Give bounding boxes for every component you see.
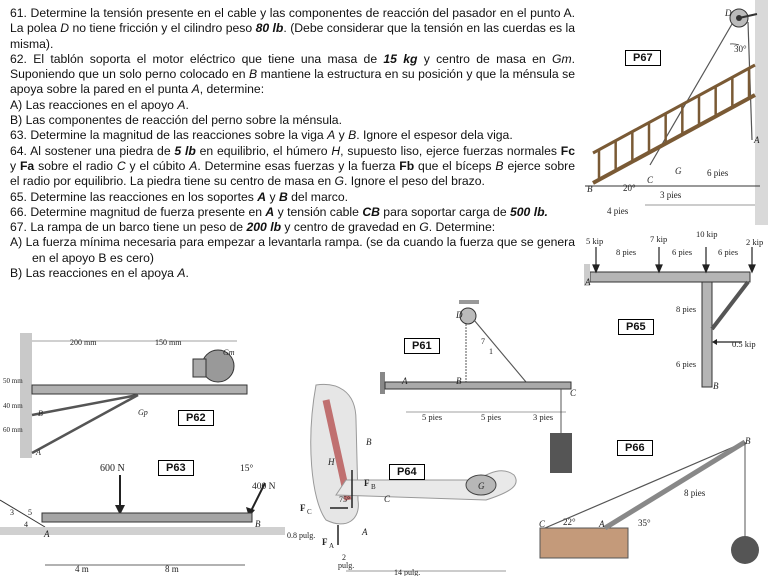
problem-text-segment: no tiene fricción y el cilindro peso (69, 21, 256, 36)
svg-text:G: G (675, 166, 682, 176)
svg-text:60 mm: 60 mm (3, 426, 23, 434)
problem-text-segment: 64. Al sostener una piedra de (10, 143, 175, 158)
problem-text-segment: A (257, 189, 267, 204)
dim-6-pies: 6 pies (707, 168, 729, 178)
problem-text-segment: y el cúbito (125, 158, 190, 173)
svg-text:H: H (328, 457, 335, 467)
problem-text-block (10, 6, 575, 281)
figure-p67 (585, 0, 768, 225)
svg-text:D: D (725, 8, 732, 18)
svg-text:7: 7 (481, 337, 485, 346)
svg-text:B: B (587, 184, 593, 194)
problem-text-segment: 5 lb (174, 143, 196, 158)
problem-text-segment: A (265, 204, 275, 219)
svg-text:A: A (585, 277, 591, 287)
problem-text-segment: A) Las reacciones en el apoyo (10, 97, 178, 112)
figure-label-p61: P61 (404, 338, 440, 354)
problem-text-segment: H (331, 143, 341, 158)
problem-text-segment: Fc (560, 143, 576, 158)
problem-paragraph (10, 6, 575, 52)
svg-text:B: B (255, 519, 261, 529)
svg-text:F: F (322, 537, 328, 547)
problem-text-segment: 200 lb (246, 220, 282, 235)
figure-label-p62: P62 (178, 410, 214, 426)
problem-text-segment: 61. Determine la tensión presente en el cable y las componentes de reacción del pasador en el punto A. La polea (10, 6, 575, 36)
problem-text-segment: . (Debe considerar que la tensión en las cuerdas es la misma). (10, 21, 576, 51)
problem-text-segment: y (10, 158, 20, 173)
svg-text:A: A (599, 519, 605, 529)
problem-paragraph (10, 128, 575, 143)
problem-text-segment: A (327, 128, 336, 143)
svg-text:D: D (456, 310, 463, 320)
problem-text-segment: CB (362, 204, 380, 219)
problem-text-segment: A (177, 266, 186, 281)
figure-label-p67: P67 (625, 50, 661, 66)
svg-text:3 pies: 3 pies (533, 412, 554, 422)
svg-text:1: 1 (489, 347, 493, 356)
problem-text-segment: , determine: (199, 82, 265, 97)
problem-text-segment: G (419, 220, 429, 235)
svg-text:2 kip: 2 kip (746, 237, 764, 247)
problem-text-segment: . (185, 266, 189, 281)
problem-text-segment: 62. El tablón soporta el motor eléctrico que tiene una masa de (10, 51, 384, 66)
plank (32, 385, 247, 394)
svg-text:22°: 22° (563, 517, 576, 527)
problem-paragraph (10, 52, 575, 98)
wall (755, 0, 768, 225)
svg-text:B: B (713, 381, 719, 391)
figure-label-p66: P66 (617, 440, 653, 456)
svg-text:7 kip: 7 kip (650, 234, 668, 244)
svg-text:6 pies: 6 pies (676, 359, 697, 369)
figure-p65 (584, 229, 768, 394)
svg-text:15°: 15° (240, 464, 254, 474)
svg-text:A: A (36, 448, 41, 457)
svg-text:3: 3 (10, 508, 14, 517)
figure-p63 (0, 455, 285, 576)
beam (42, 513, 252, 522)
svg-text:A: A (329, 542, 335, 550)
problem-text-segment: 65. Determine las reacciones en los soportes (10, 189, 258, 204)
figure-p66 (535, 430, 768, 576)
svg-text:pulg.: pulg. (338, 561, 355, 570)
svg-text:50 mm: 50 mm (3, 377, 23, 385)
frame-beam (590, 272, 750, 282)
svg-text:F: F (364, 478, 370, 488)
svg-text:C: C (647, 175, 654, 185)
svg-text:8 pies: 8 pies (616, 247, 637, 257)
problem-text-segment: y tensión cable (274, 204, 363, 219)
problem-text-segment: B (495, 158, 504, 173)
svg-text:4: 4 (24, 520, 28, 529)
problem-paragraph (10, 113, 575, 128)
problem-text-segment: A (177, 97, 186, 112)
problem-text-segment: Gm (551, 51, 572, 66)
problem-text-segment: sobre el radio (34, 158, 117, 173)
problem-text-segment: en equilibrio, el húmero (195, 143, 332, 158)
svg-text:A: A (402, 376, 408, 386)
problem-paragraph (10, 205, 575, 220)
svg-text:0.5 kip: 0.5 kip (732, 339, 756, 349)
problem-text-segment: 500 lb. (510, 204, 548, 219)
problem-paragraph (10, 190, 575, 205)
svg-text:8 m: 8 m (165, 564, 179, 574)
weight-ball (731, 536, 759, 564)
problem-text-segment: y (335, 128, 349, 143)
problem-text-segment: G (334, 174, 345, 189)
problem-text-segment: del marco. (287, 189, 349, 204)
svg-text:B: B (366, 437, 372, 447)
svg-text:C: C (570, 388, 577, 398)
problem-text-segment: mantiene la estructura en su posición y que la ménsula se apoya sobre la pared en el punta (10, 67, 575, 97)
svg-text:C: C (539, 519, 546, 529)
problem-text-segment: y (266, 189, 279, 204)
problem-text-segment: ejerce sobre el radio por equilibrio. La piedra tiene su centro de masa en (10, 158, 575, 189)
problem-paragraph (10, 235, 575, 266)
svg-text:B: B (456, 376, 462, 386)
svg-text:400 N: 400 N (252, 482, 276, 492)
problem-text-segment: 15 kg (383, 51, 418, 66)
figure-label-p65: P65 (618, 319, 654, 335)
svg-text:14 pulg.: 14 pulg. (394, 568, 421, 576)
svg-text:G: G (478, 481, 485, 491)
svg-text:5 kip: 5 kip (586, 236, 604, 246)
problem-text-segment: Fa (19, 158, 35, 173)
problem-paragraph (10, 98, 575, 113)
svg-text:200 mm: 200 mm (70, 338, 97, 347)
figure-label-p64: P64 (389, 464, 425, 480)
figure-p62 (0, 333, 272, 458)
problem-text-segment: . Ignore el espesor dela viga. (356, 128, 513, 143)
svg-text:B: B (371, 483, 376, 491)
svg-text:5: 5 (28, 508, 32, 517)
problem-text-segment: 80 lb (255, 21, 284, 36)
svg-text:150 mm: 150 mm (155, 338, 182, 347)
problem-paragraph (10, 144, 575, 190)
problem-text-segment: B) Las componentes de reacción del perno sobre la ménsula. (10, 113, 342, 128)
problem-text-segment: A) La fuerza mínima necesaria para empezar a levantarla rampa. (se da cuando la fuerza que se genera en el apoyo B es cero) (10, 235, 575, 265)
problem-text-segment: que el bíceps (414, 158, 496, 173)
svg-text:8 pies: 8 pies (676, 304, 697, 314)
svg-text:F: F (300, 503, 306, 513)
motor-plank-diagram (0, 333, 272, 458)
frame-column (702, 282, 712, 387)
svg-text:B: B (745, 436, 751, 446)
problem-text-segment: 67. La rampa de un barco tiene un peso de (10, 220, 247, 235)
svg-text:C: C (307, 508, 312, 516)
problem-text-segment: B (278, 189, 288, 204)
problem-text-segment: D (60, 21, 70, 36)
problem-text-segment: . Determine esas fuerzas y la fuerza (197, 158, 400, 173)
svg-text:6 pies: 6 pies (718, 247, 739, 257)
svg-text:2: 2 (342, 553, 346, 562)
problem-text-segment: . Suponiendo que un solo perno colocado en (10, 51, 576, 82)
svg-text:C: C (384, 494, 391, 504)
svg-text:8 pies: 8 pies (684, 488, 706, 498)
problem-text-segment: Fb (399, 158, 415, 173)
dim-4-pies: 4 pies (607, 206, 629, 216)
svg-text:600 N: 600 N (100, 463, 125, 474)
ladder-ramp-diagram (585, 0, 768, 225)
problem-text-segment: y centro de masa en (417, 51, 552, 66)
problem-text-segment: A (189, 158, 198, 173)
svg-text:10 kip: 10 kip (696, 229, 718, 239)
angle-20: 20° (623, 183, 636, 193)
problem-text-segment: B (249, 67, 258, 82)
problem-text-segment: B) Las reacciones en el apoya (10, 266, 178, 281)
svg-text:A: A (362, 527, 368, 537)
svg-text:0.8 pulg.: 0.8 pulg. (287, 531, 316, 540)
problem-text-segment: B (348, 128, 357, 143)
problem-text-segment: . Ignore el peso del brazo. (344, 174, 485, 189)
problem-text-segment: 66. Determine magnitud de fuerza presente en (10, 204, 266, 219)
svg-text:75°: 75° (339, 495, 351, 504)
problem-paragraph (10, 266, 575, 281)
figure-p64 (286, 380, 534, 576)
svg-text:5 pies: 5 pies (422, 412, 443, 422)
svg-text:Gm: Gm (223, 348, 235, 357)
svg-text:40 mm: 40 mm (3, 402, 23, 410)
dim-3-pies: 3 pies (660, 190, 682, 200)
problem-text-segment: y centro de gravedad en (281, 220, 420, 235)
svg-text:A: A (44, 529, 50, 539)
svg-text:5 pies: 5 pies (481, 412, 502, 422)
frame-diagram (584, 229, 768, 394)
problem-text-segment: . Determine: (428, 220, 496, 235)
brick-base (540, 528, 628, 558)
problem-text-segment: . (185, 97, 189, 112)
angle-label: 30° (734, 44, 747, 54)
svg-text:B: B (38, 409, 43, 418)
problem-text-segment: C (116, 158, 126, 173)
svg-text:4 m: 4 m (75, 564, 89, 574)
svg-text:Gp: Gp (138, 408, 148, 417)
problem-text-segment: para soportar carga de (379, 204, 510, 219)
figure-label-p63: P63 (158, 460, 194, 476)
svg-text:35°: 35° (638, 518, 651, 528)
svg-text:A: A (754, 135, 760, 145)
problem-text-segment: 63. Determine la magnitud de las reacciones sobre la viga (10, 128, 328, 143)
problem-text-segment: A (191, 82, 200, 97)
problem-text-segment: , supuesto liso, ejerce fuerzas normales (340, 143, 561, 158)
problem-paragraph (10, 220, 575, 235)
svg-text:6 pies: 6 pies (672, 247, 693, 257)
loaded-beam-diagram (0, 455, 285, 576)
